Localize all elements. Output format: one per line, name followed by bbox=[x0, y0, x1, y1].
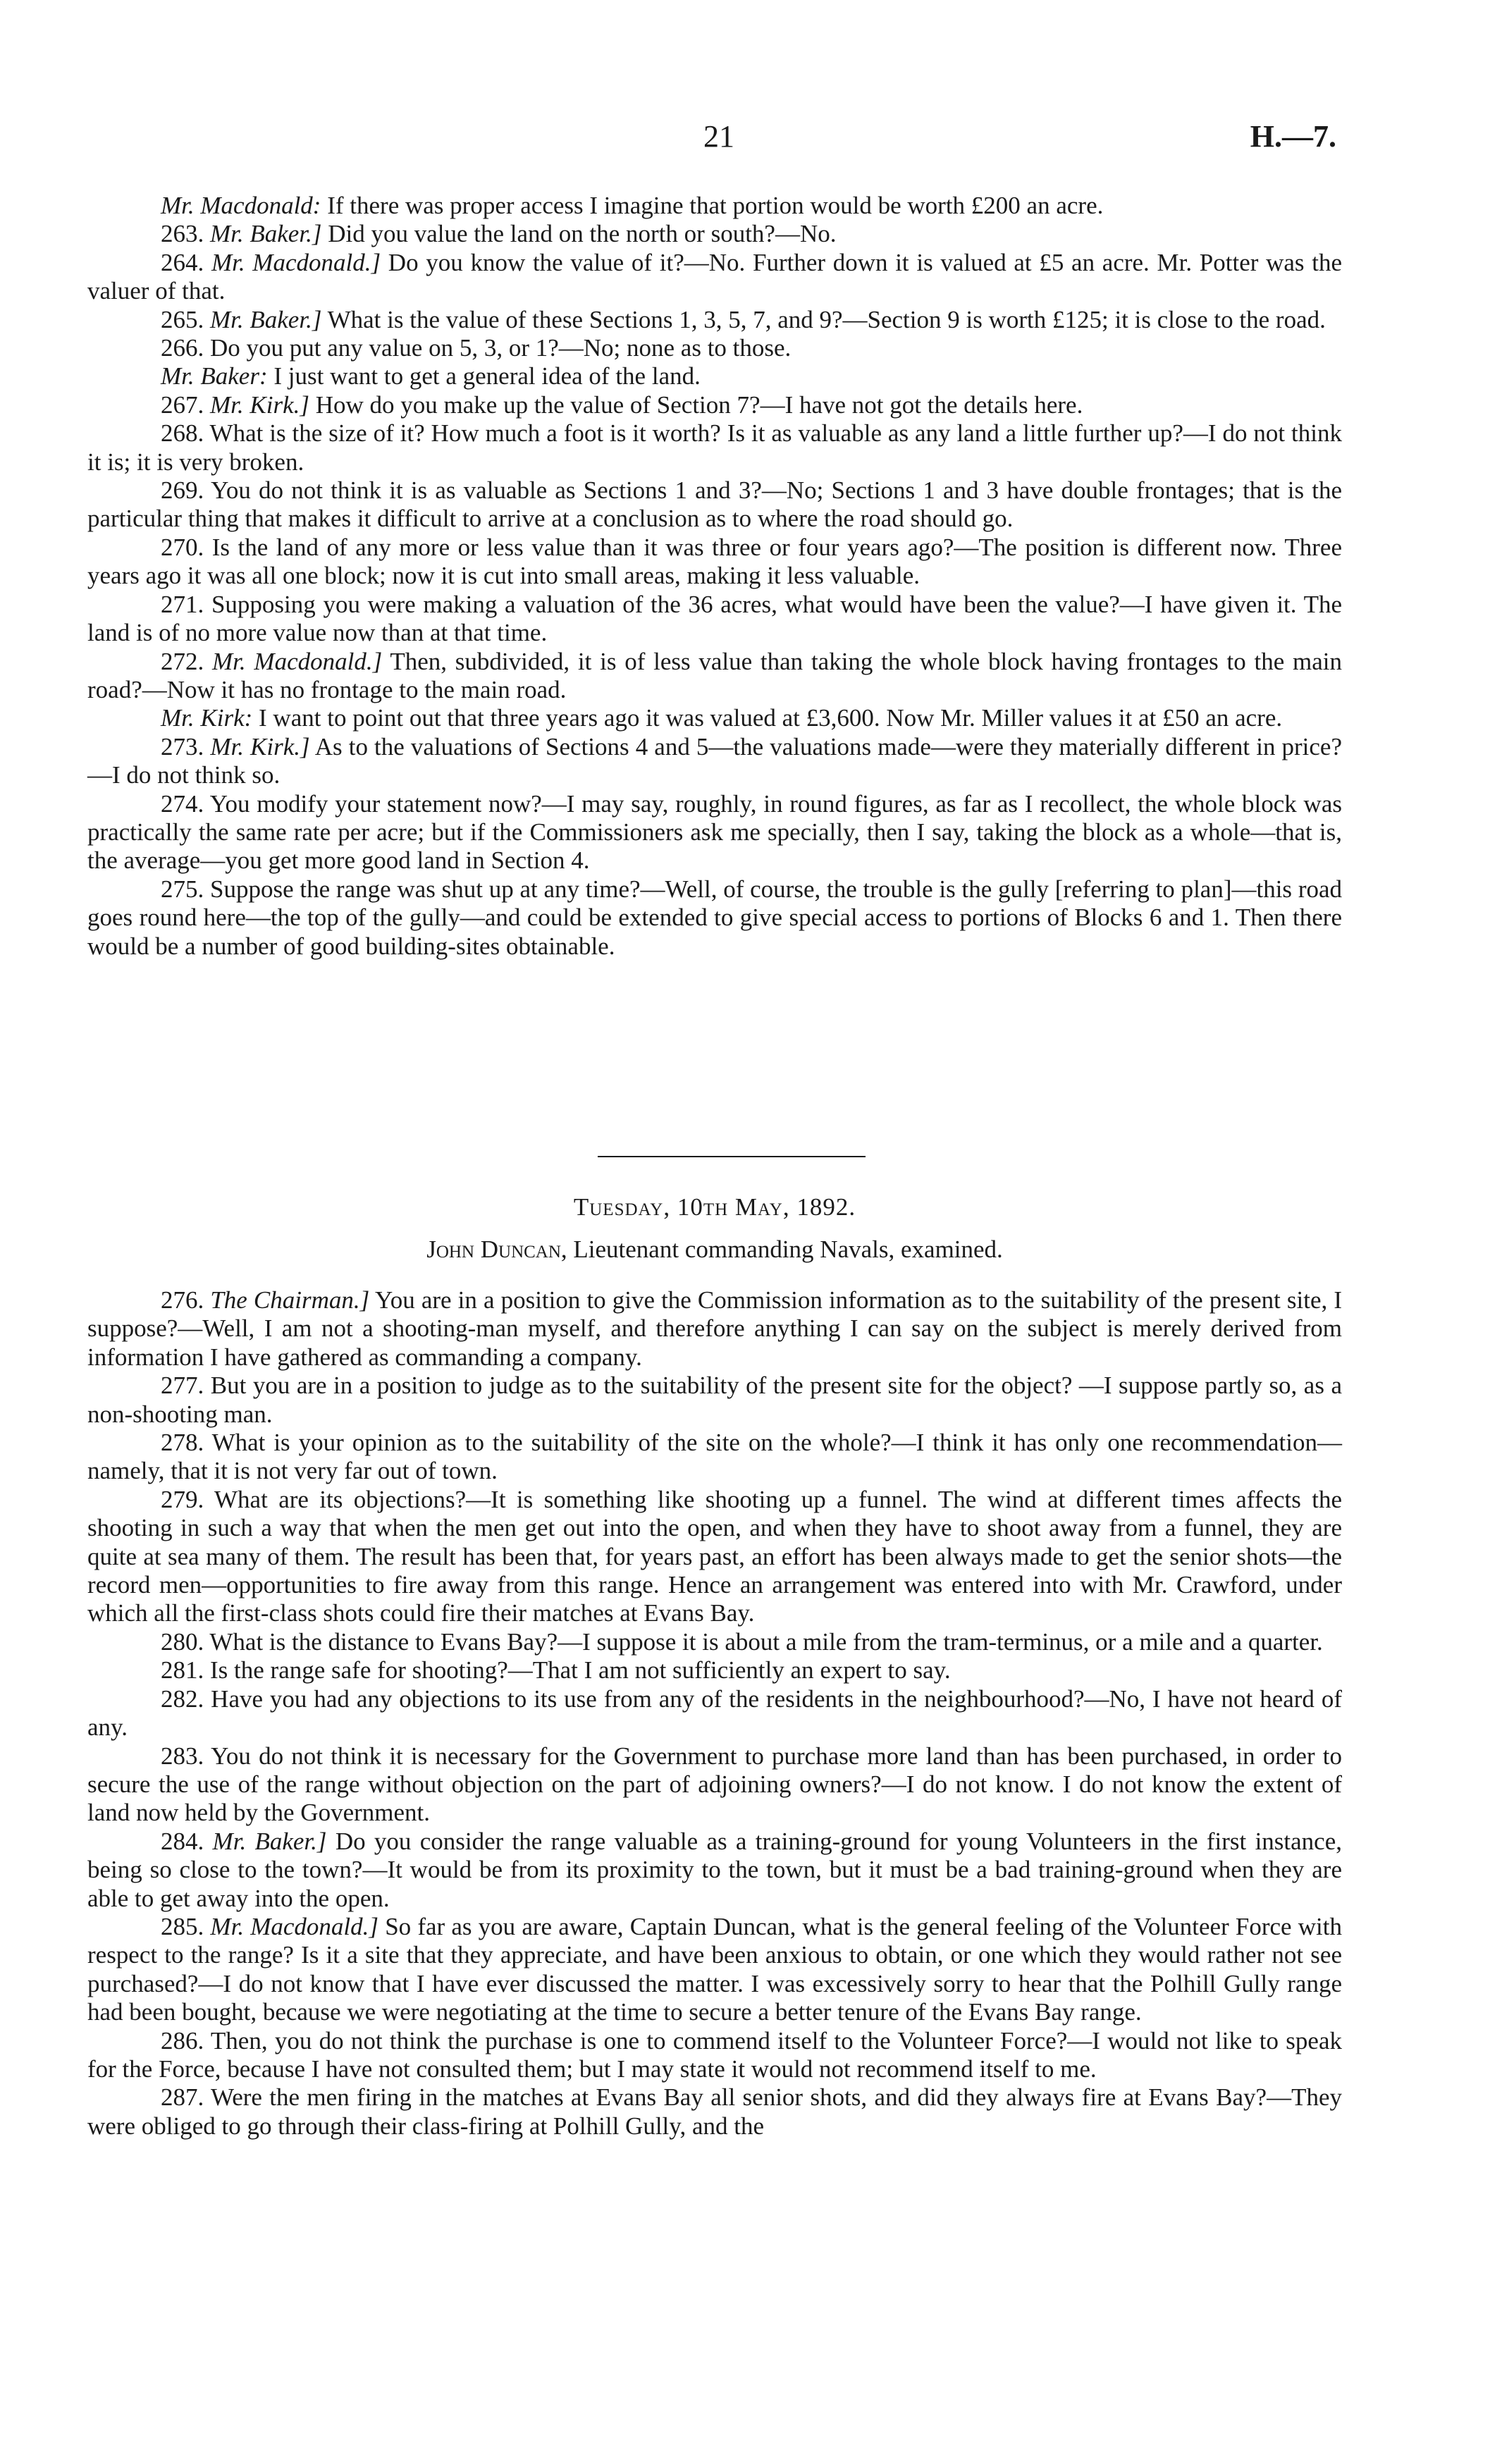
paragraph bbox=[87, 704, 1342, 732]
question-number: 271. bbox=[161, 590, 211, 618]
question-text: Suppose the range was shut up at any time?—Well, of course, the trouble is the gully [referring to plan]—this road goes round here—the top of the gully—and could be extended to give special access to portions of Blocks 6 and 1. Then there would be a number of good building-sites obtainable. bbox=[87, 875, 1343, 960]
question bbox=[87, 1828, 1342, 1913]
question-text: Then, subdivided, it is of less value than taking the whole block having frontages to the main road?—Now it has no frontage to the main road. bbox=[87, 647, 1343, 703]
question-text: What is the size of it? How much a foot is it worth? Is it as valuable as any land a little further up?—I do not think it is; it is very broken. bbox=[87, 419, 1342, 476]
question-text: But you are in a position to judge as to the suitability of the present site for the object? —I suppose partly so, as a non-shooting man. bbox=[87, 1372, 1342, 1428]
statement: I want to point out that three years ago it was valued at £3,600. Now Mr. Miller values it at £50 an acre. bbox=[252, 704, 1283, 732]
question-text: What is the value of these Sections 1, 3, 5, 7, and 9?—Section 9 is worth £125; it is close to the road. bbox=[321, 305, 1326, 333]
question-text: Do you consider the range valuable as a training-ground for young Volunteers in the first instance, being so close to the town?—It would be from its proximity to the town, but it must be a bad training-ground when they are able to get away into the open. bbox=[87, 1827, 1342, 1912]
question-number: 286. bbox=[161, 2026, 211, 2055]
questioner: Mr. Baker.] bbox=[210, 220, 322, 248]
questioner: Mr. Macdonald.] bbox=[211, 248, 381, 276]
question-number: 285. bbox=[161, 1912, 211, 1940]
question bbox=[87, 1286, 1342, 1372]
question bbox=[87, 476, 1342, 534]
question-number: 275. bbox=[161, 875, 211, 903]
question-number: 266. bbox=[161, 334, 210, 362]
document-reference: H.—7. bbox=[1250, 119, 1336, 154]
question-text: You do not think it is necessary for the Government to purchase more land than has been purchased, in order to secure the use of the range without objection on the part of adjoining owners?—I do not know. I do not know the extent of land now held by the Government. bbox=[87, 1742, 1342, 1827]
question bbox=[87, 648, 1342, 705]
questioner: The Chairman.] bbox=[210, 1286, 370, 1314]
question-text: Do you put any value on 5, 3, or 1?—No; none as to those. bbox=[210, 334, 792, 362]
question bbox=[87, 1486, 1342, 1628]
question-number: 274. bbox=[161, 789, 210, 818]
question-text: You are in a position to give the Commission information as to the suitability of the present site, I suppose?—Well, I am not a shooting-man myself, and therefore anything I can say on the subject is merely derived from information I have gathered as commanding a company. bbox=[87, 1286, 1342, 1371]
question bbox=[87, 419, 1342, 476]
question-number: 272. bbox=[161, 647, 213, 675]
questioner: Mr. Macdonald.] bbox=[212, 647, 383, 675]
question bbox=[87, 790, 1342, 875]
question bbox=[87, 875, 1342, 961]
speaker: Mr. Macdonald: bbox=[161, 192, 321, 219]
question-number: 277. bbox=[161, 1372, 211, 1400]
question bbox=[87, 2027, 1342, 2084]
question-text: Were the men firing in the matches at Evans Bay all senior shots, and did they always fire at Evans Bay?—They were obliged to go through their class-firing at Polhill Gully, and the bbox=[87, 2083, 1342, 2140]
speaker: Mr. Baker: bbox=[161, 362, 268, 390]
question bbox=[87, 591, 1342, 648]
question bbox=[87, 1429, 1342, 1486]
question-number: 264. bbox=[161, 248, 211, 276]
question-number: 284. bbox=[161, 1827, 213, 1855]
question bbox=[87, 2083, 1342, 2140]
statement: I just want to get a general idea of the land. bbox=[267, 362, 701, 390]
questioner: Mr. Baker.] bbox=[212, 1827, 327, 1855]
question-number: 270. bbox=[161, 533, 212, 561]
question-number: 263. bbox=[161, 220, 210, 248]
question bbox=[87, 733, 1342, 790]
question-text: So far as you are aware, Captain Duncan, what is the general feeling of the Volunteer Force with respect to the range? Is it a site that they appreciate, and have been anxious to obtain, or one which they would rather not see purchased?—I do not know that I have ever discussed the matter. I was excessively sorry to hear that the Polhill Gully range had been bought, because we were negotiating at the time to secure a better tenure of the Evans Bay range. bbox=[87, 1912, 1342, 2026]
question bbox=[87, 220, 1342, 248]
question-text: Did you value the land on the north or south?—No. bbox=[321, 220, 837, 248]
question-text: Is the range safe for shooting?—That I am not sufficiently an expert to say. bbox=[210, 1656, 951, 1684]
question bbox=[87, 306, 1342, 334]
witness-name: John Duncan bbox=[426, 1236, 561, 1263]
question bbox=[87, 249, 1342, 306]
witness-description: , Lieutenant commanding Navals, examined. bbox=[560, 1236, 1003, 1263]
question-text: What is your opinion as to the suitability of the site on the whole?—I think it has only one recommendation—namely, that it is not very far out of town. bbox=[87, 1429, 1342, 1485]
question-text: What is the distance to Evans Bay?—I suppose it is about a mile from the tram-terminus, or a mile and a quarter. bbox=[209, 1627, 1323, 1656]
questioner: Mr. Kirk.] bbox=[210, 390, 309, 419]
question-number: 283. bbox=[161, 1742, 211, 1770]
question-number: 268. bbox=[161, 419, 210, 448]
question-text: You do not think it is as valuable as Sections 1 and 3?—No; Sections 1 and 3 have double frontages; that is the particular thing that makes it difficult to arrive at a conclusion as to where the road should go. bbox=[87, 476, 1343, 533]
witness-heading bbox=[87, 1236, 1342, 1264]
question-text: Supposing you were making a valuation of the 36 acres, what would have been the value?—I have given it. The land is of no more value now than at that time. bbox=[87, 590, 1343, 647]
question-text: As to the valuations of Sections 4 and 5—the valuations made—were they materially different in price?—I do not think so. bbox=[87, 732, 1342, 789]
question-text: Is the land of any more or less value than it was three or four years ago?—The position is different now. Three years ago it was all one block; now it is cut into small areas, making it less valuable. bbox=[87, 533, 1342, 590]
paragraph bbox=[87, 192, 1342, 220]
question bbox=[87, 334, 1342, 362]
question-number: 279. bbox=[161, 1485, 215, 1513]
section-divider bbox=[598, 1156, 866, 1157]
question-number: 281. bbox=[161, 1656, 210, 1684]
question-number: 273. bbox=[161, 732, 211, 760]
question-text: How do you make up the value of Section 7?—I have not got the details here. bbox=[309, 390, 1083, 419]
evidence-part-1 bbox=[87, 192, 1342, 961]
speaker: Mr. Kirk: bbox=[161, 704, 253, 732]
session-date: Tuesday, 10th May, 1892. bbox=[573, 1193, 856, 1221]
evidence-part-2 bbox=[87, 1286, 1342, 2140]
question-number: 267. bbox=[161, 390, 210, 419]
question bbox=[87, 1372, 1342, 1429]
question-text: You modify your statement now?—I may say, roughly, in round figures, as far as I recollect, the whole block was practically the same rate per acre; but if the Commissioners ask me specially, then I say, taking the block as a whole—that is, the average—you get more good land in Section 4. bbox=[87, 789, 1342, 875]
page-number: 21 bbox=[703, 119, 734, 154]
statement: If there was proper access I imagine that portion would be worth £200 an acre. bbox=[321, 192, 1104, 219]
questioner: Mr. Macdonald.] bbox=[210, 1912, 379, 1940]
question-number: 269. bbox=[161, 476, 211, 505]
question-text: What are its objections?—It is something like shooting up a funnel. The wind at different times affects the shooting in such a way that when the men get out into the open, and when they have to shoot away from a funnel, they are quite at sea many of them. The result has been that, for years past, an effort has been always made to get the senior shots—the record men—opportunities to fire away from this range. Hence an arrangement was entered into with Mr. Crawford, under which all the first-class shots could fire their matches at Evans Bay. bbox=[87, 1485, 1342, 1627]
question-text: Have you had any objections to its use from any of the residents in the neighbourhood?—No, I have not heard of any. bbox=[87, 1684, 1342, 1742]
question-number: 265. bbox=[161, 305, 210, 333]
questioner: Mr. Kirk.] bbox=[210, 732, 310, 760]
question-number: 280. bbox=[161, 1627, 210, 1656]
question bbox=[87, 391, 1342, 419]
question-text: Do you know the value of it?—No. Further down it is valued at £5 an acre. Mr. Potter was the valuer of that. bbox=[87, 248, 1342, 305]
question bbox=[87, 1913, 1342, 2027]
question bbox=[87, 1628, 1342, 1656]
question-number: 276. bbox=[161, 1286, 211, 1314]
question bbox=[87, 1656, 1342, 1684]
question-text: Then, you do not think the purchase is one to commend itself to the Volunteer Force?—I would not like to speak for the Force, because I have not consulted them; but I may state it would not recommend itself to me. bbox=[87, 2026, 1342, 2083]
question-number: 287. bbox=[161, 2083, 211, 2112]
question bbox=[87, 1685, 1342, 1742]
paragraph bbox=[87, 362, 1342, 390]
questioner: Mr. Baker.] bbox=[210, 305, 322, 333]
question-number: 278. bbox=[161, 1429, 212, 1457]
question-number: 282. bbox=[161, 1684, 211, 1713]
question bbox=[87, 534, 1342, 591]
question bbox=[87, 1742, 1342, 1828]
